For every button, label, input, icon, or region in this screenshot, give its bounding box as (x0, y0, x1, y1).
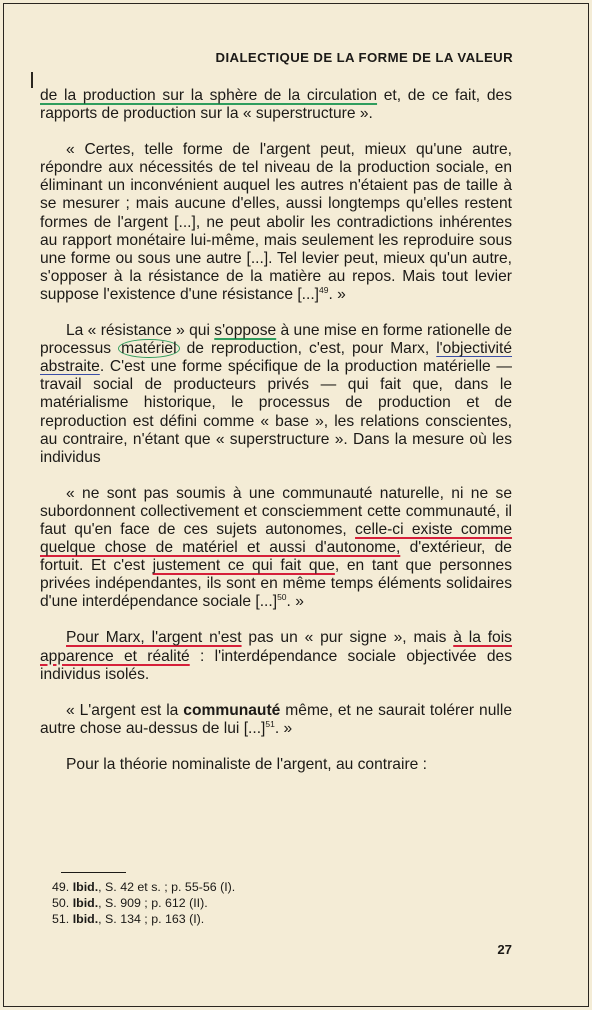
p3-b: pas un « pur signe », mais (241, 629, 454, 647)
main-text (40, 87, 512, 774)
note-ref-49: 49 (319, 284, 329, 295)
paragraph-1 (40, 87, 512, 123)
footnote-separator (61, 872, 126, 873)
book-page (40, 0, 512, 1010)
p2-e: de reproduction, c'est, pour Marx, (179, 340, 437, 358)
footnote-number: 51. (52, 912, 70, 927)
quote-49 (40, 141, 512, 304)
p2-g: . C'est une forme spécifique de la production matérielle — travail social de producteurs privés — qui fait que, dans le matérialisme historique, le processus de production et de reproduction est défini comme « base », les relations conscientes, au contraire, n'étant que « superstructure ». Dans la mesure où les individus (40, 358, 512, 466)
paragraph-2 (40, 322, 512, 467)
quote-49-text: « Certes, telle forme de l'argent peut, mieux qu'une autre, répondre aux nécessités de tel niveau de la production sociale, en éliminant un inconvénient auquel les autres n'étaient pas de taille à se mesurer ; mais aucune d'elles, aussi longtemps qu'elles restent formes de l'argent [...], ne peut abolir les contradictions inhérentes au rapport monétaire lui-même, mais seulement les reproduire sous une forme ou sous une autre [...]. Tel levier peut, mieux qu'un autre, s'opposer à la résistance de la matière au repos. Mais tout levier suppose l'existence d'une résistance [...] (40, 141, 512, 303)
p2-c: à une mise en forme rationelle de processus (40, 322, 513, 358)
blue-highlight: l'objectivité abstraite (40, 340, 513, 376)
q2-e: , en tant que personnes privées indépendantes, ils sont en même temps éléments solidaires d'une interdépendance sociale [...] (40, 557, 513, 611)
footnote-number: 50. (52, 896, 70, 911)
green-highlight: de la production sur la sphère de la circulation (40, 87, 378, 104)
q2-a: « ne sont pas soumis à une communauté naturelle, ni ne se subordonnent collectivement et consciemment cette communauté, il faut qu'en face de ces sujets autonomes, (40, 484, 512, 538)
page-number: 27 (497, 942, 512, 957)
footnote-number: 49. (52, 880, 70, 894)
running-title: DIALECTIQUE DE LA FORME DE LA VALEUR (215, 50, 513, 65)
footnote-51 (52, 911, 235, 927)
green-circle: matériel (118, 339, 179, 358)
quote-51 (40, 702, 512, 738)
q3-a: « L'argent est la (66, 701, 184, 719)
paragraph-3 (40, 629, 512, 683)
margin-pencil-mark (31, 72, 33, 88)
green-highlight: s'oppose (214, 322, 277, 340)
q3-b: même, et ne saurait tolérer nulle autre chose au-dessus de lui [...] (40, 701, 512, 737)
paragraph-1-text: et, de ce fait, des rapports de production sur la « superstructure ». (40, 87, 512, 123)
footnote-ref: Ibid. (72, 880, 99, 894)
bold-word: communauté (183, 701, 281, 719)
q2-c: d'extérieur, de fortuit. Et c'est (40, 539, 512, 575)
footnotes (52, 879, 235, 928)
p2-a: La « résistance » qui (66, 322, 215, 340)
p3-d: : l'interdépendance sociale objectivée des individus isolés. (40, 647, 512, 683)
red-highlight: celle-ci existe comme quelque chose de matériel et aussi d'autonome, (40, 520, 513, 557)
note-ref-51: 51 (265, 718, 275, 729)
footnote-50 (52, 895, 235, 911)
footnote-ref: Ibid. (72, 896, 99, 911)
footnote-text: , S. 134 ; p. 163 (I). (98, 912, 205, 927)
footnote-ref: Ibid. (72, 912, 99, 927)
q2-close: . » (286, 593, 304, 611)
paragraph-4: Pour la théorie nominaliste de l'argent, au contraire : (66, 755, 427, 773)
note-ref-50: 50 (277, 592, 287, 603)
quote-49-close: . » (328, 285, 346, 303)
q3-close: . » (274, 719, 293, 737)
red-highlight: à la fois apparence et réalité (40, 629, 512, 665)
quote-50 (40, 485, 512, 612)
footnote-text: , S. 42 et s. ; p. 55-56 (I). (98, 880, 236, 894)
red-highlight: Pour Marx, l'argent n'est (66, 629, 242, 647)
footnote-text: , S. 909 ; p. 612 (II). (98, 896, 208, 911)
footnote-49 (52, 879, 235, 895)
red-highlight: justement ce qui fait que (152, 557, 335, 575)
